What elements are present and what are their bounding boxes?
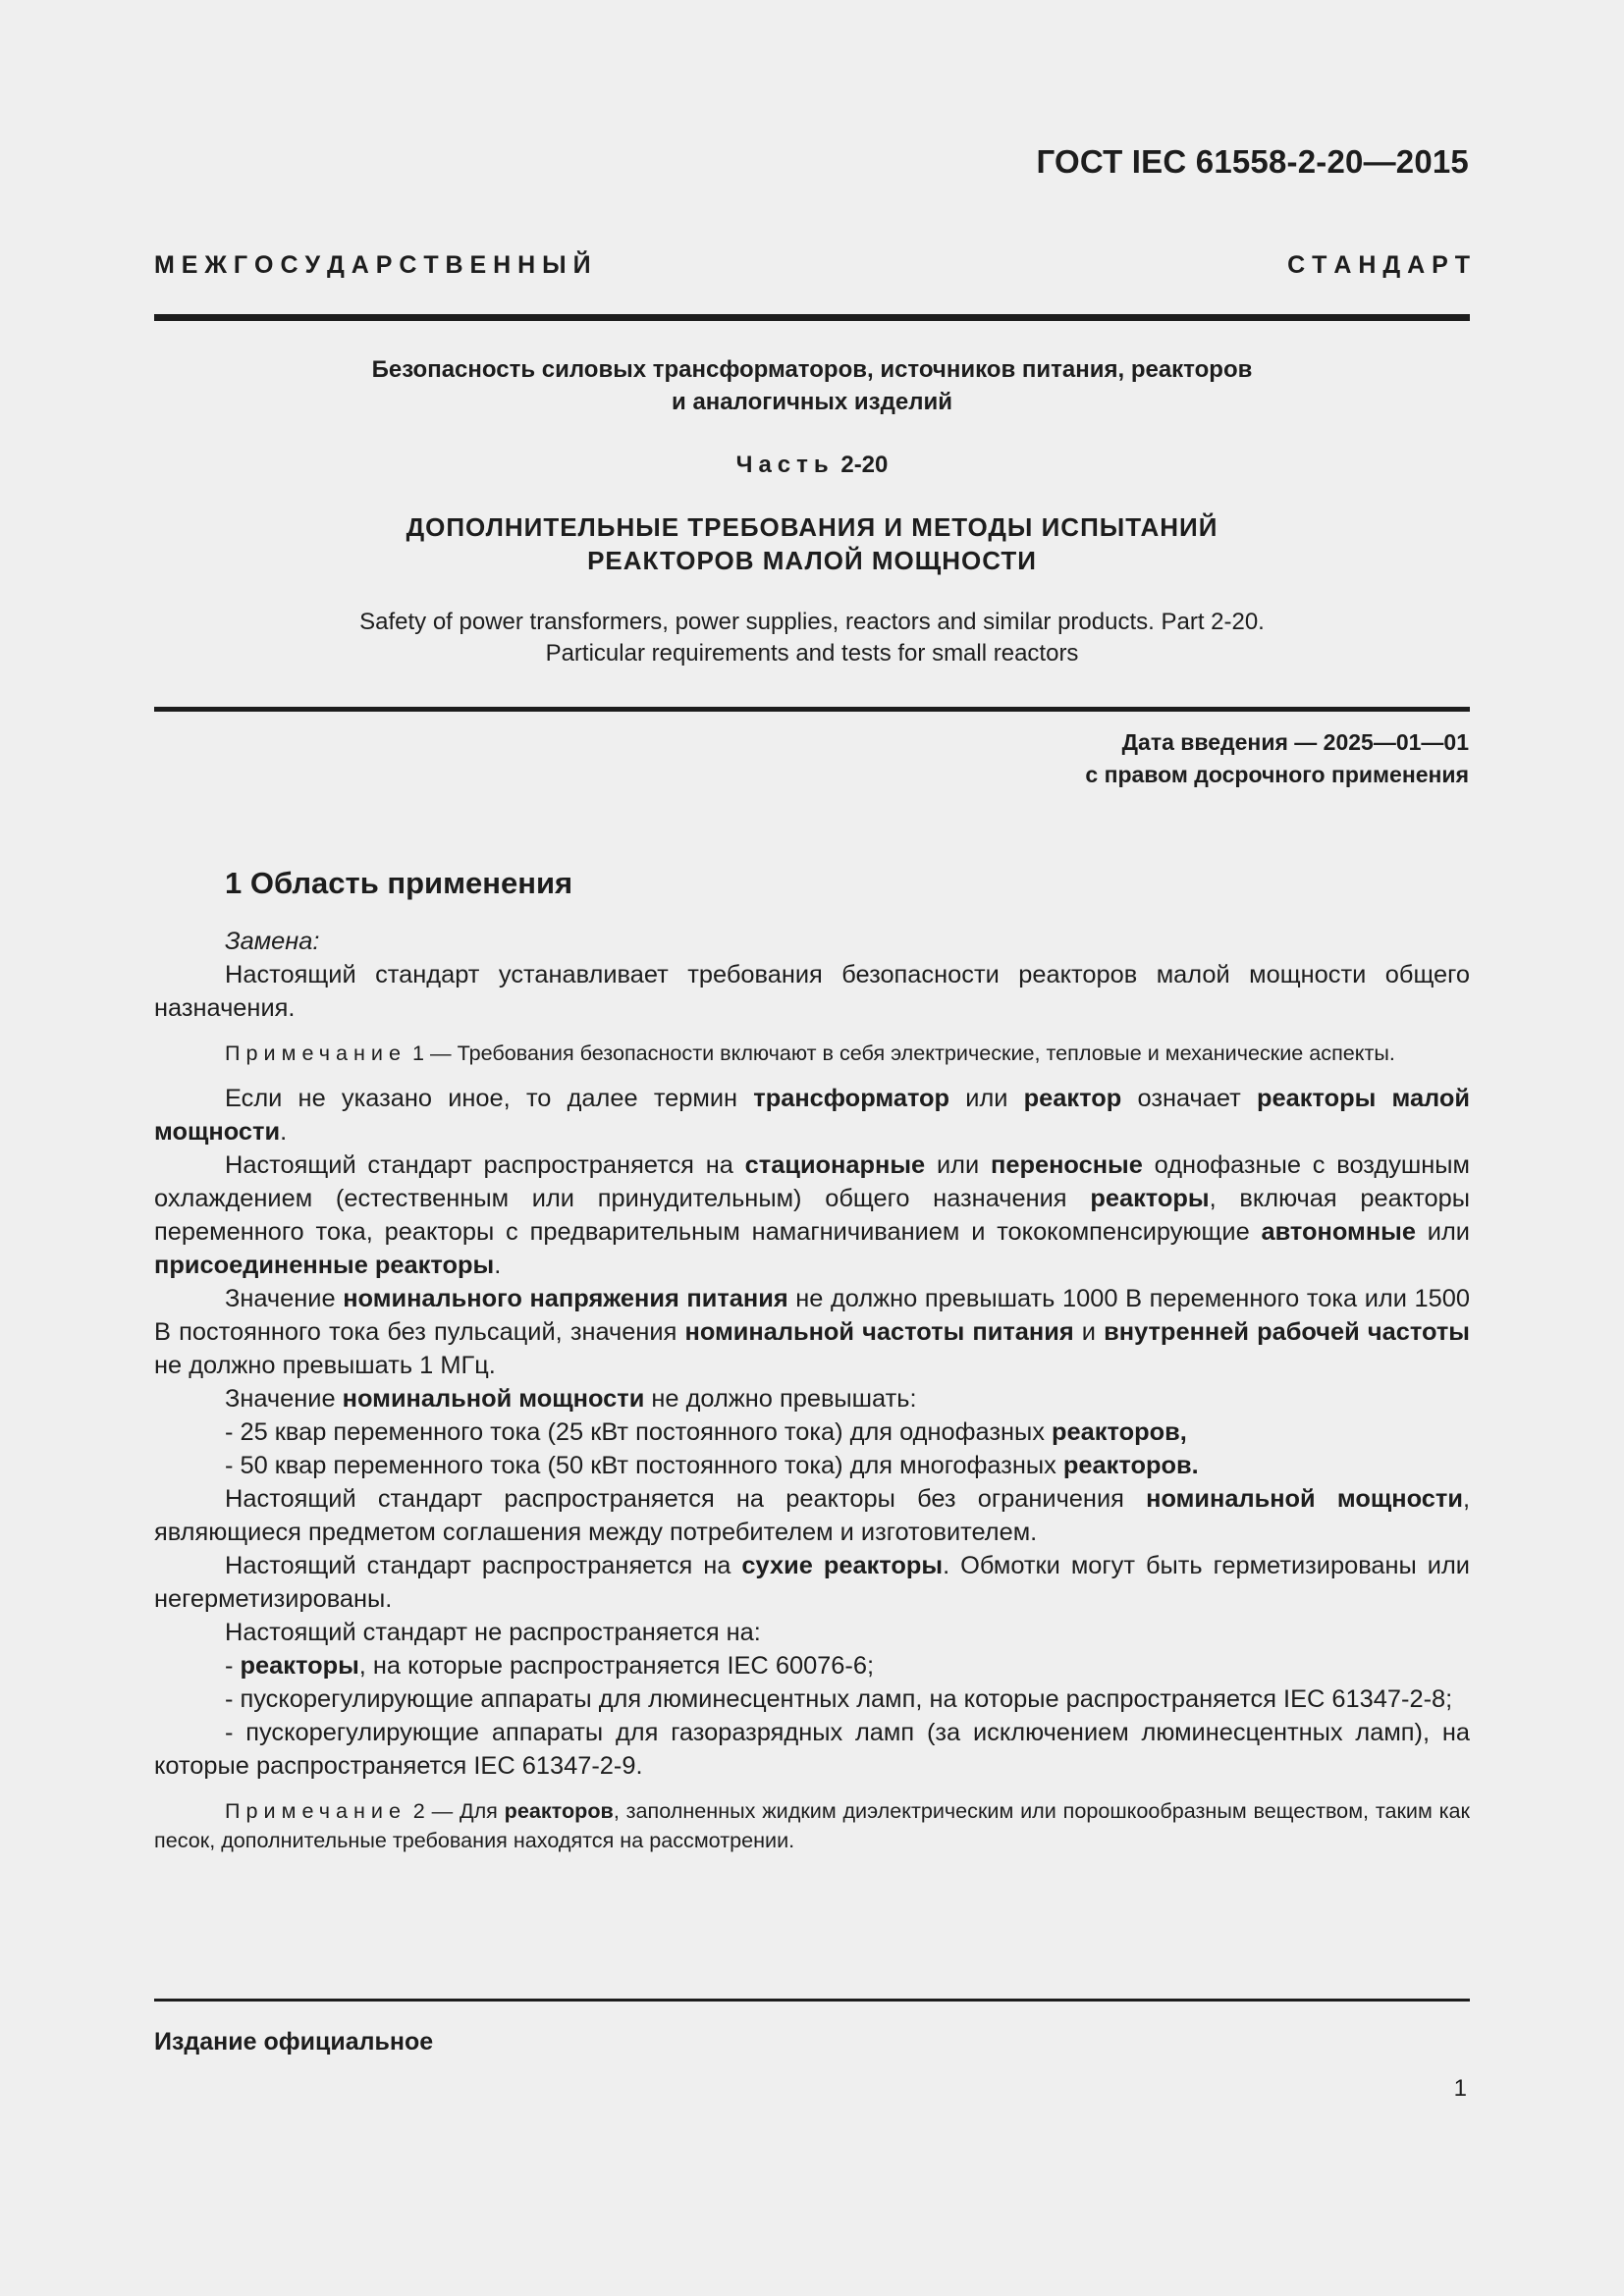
part-label bbox=[154, 452, 1470, 479]
list-item: - реакторы, на которые распространяется IEC 60076-6; bbox=[225, 1652, 875, 1680]
paragraph: Настоящий стандарт устанавливает требования безопасности реакторов малой мощности общего назначения. bbox=[154, 961, 1470, 1022]
intro-date-line: Дата введения — 2025—01—01 bbox=[1121, 729, 1469, 755]
document-code: ГОСТ IEC 61558-2-20—2015 bbox=[1036, 143, 1469, 180]
note-label: Примечание bbox=[225, 1041, 406, 1065]
title-russian bbox=[154, 353, 1470, 418]
list-item: - пускорегулирующие аппараты для люминесцентных ламп, на которые распространяется IEC 61347-2-8; bbox=[225, 1685, 1453, 1713]
title-subtitle bbox=[154, 510, 1470, 577]
paragraph: Настоящий стандарт распространяется на сухие реакторы. Обмотки могут быть герметизированы или негерметизированы. bbox=[154, 1552, 1470, 1613]
banner-word-standard: С Т А Н Д А Р Т bbox=[1287, 251, 1470, 279]
paragraph: Значение номинального напряжения питания не должно превышать 1000 В переменного тока или 1500 В постоянного тока без пульсаций, значения номинальной частоты питания и внутренней рабочей частоты не должно превышать 1 МГц. bbox=[154, 1285, 1470, 1379]
list-item: - пускорегулирующие аппараты для газоразрядных ламп (за исключением люминесцентных ламп), на которые распространяется IEC 61347-2-9. bbox=[154, 1719, 1470, 1780]
note-2: Примечание 2 — Для реакторов, заполненных жидким диэлектрическим или порошкообразным веществом, таким как песок, дополнительные требования находятся на рассмотрении. bbox=[154, 1798, 1470, 1852]
section-heading: 1 Область применения bbox=[225, 866, 573, 900]
page-number: 1 bbox=[1453, 2075, 1467, 2102]
header-rule bbox=[154, 314, 1470, 321]
subtitle-line-1: ДОПОЛНИТЕЛЬНЫЕ ТРЕБОВАНИЯ И МЕТОДЫ ИСПЫТАНИЙ bbox=[406, 512, 1218, 542]
english-line-2: Particular requirements and tests for small reactors bbox=[545, 640, 1079, 667]
introduction-date bbox=[1085, 726, 1469, 791]
title-line-1: Безопасность силовых трансформаторов, источников питания, реакторов bbox=[371, 356, 1253, 383]
list-item: - 25 квар переменного тока (25 кВт постоянного тока) для однофазных реакторов, bbox=[225, 1418, 1187, 1446]
section-body bbox=[154, 925, 1470, 1869]
footer-rule bbox=[154, 1999, 1470, 2002]
title-english bbox=[154, 607, 1470, 669]
subtitle-line-2: РЕАКТОРОВ МАЛОЙ МОЩНОСТИ bbox=[587, 546, 1037, 575]
title-rule bbox=[154, 707, 1470, 712]
paragraph: Настоящий стандарт распространяется на стационарные или переносные однофазные с воздушным охлаждением (естественным или принудительным) общего назначения реакторы, включая реакторы переменного тока, реакторы с предварительным намагничиванием и тококомпенсирующие автономные или присоединенные реакторы. bbox=[154, 1151, 1470, 1279]
note-1 bbox=[154, 1039, 1470, 1068]
part-number: 2-20 bbox=[840, 452, 889, 478]
note-text: 1 — Требования безопасности включают в себя электрические, тепловые и механические аспекты. bbox=[406, 1041, 1395, 1065]
paragraph: Значение номинальной мощности не должно превышать: bbox=[225, 1385, 917, 1413]
paragraph: Если не указано иное, то далее термин трансформатор или реактор означает реакторы малой мощности. bbox=[154, 1085, 1470, 1146]
banner-word-interstate: М Е Ж Г О С У Д А Р С Т В Е Н Н Ы Й bbox=[154, 251, 591, 279]
replace-label: Замена: bbox=[225, 928, 320, 955]
title-line-2: и аналогичных изделий bbox=[672, 389, 952, 415]
part-word: Часть bbox=[735, 452, 835, 478]
english-line-1: Safety of power transformers, power supplies, reactors and similar products. Part 2-20. bbox=[359, 609, 1265, 635]
paragraph: Настоящий стандарт не распространяется на: bbox=[225, 1619, 761, 1646]
note-label: Примечание bbox=[225, 1798, 406, 1823]
paragraph: Настоящий стандарт распространяется на реакторы без ограничения номинальной мощности, являющиеся предметом соглашения между потребителем и изготовителем. bbox=[154, 1485, 1470, 1546]
standard-banner bbox=[154, 251, 1470, 280]
early-application-line: с правом досрочного применения bbox=[1085, 762, 1469, 787]
official-edition-label: Издание официальное bbox=[154, 2028, 434, 2056]
list-item: - 50 квар переменного тока (50 кВт постоянного тока) для многофазных реакторов. bbox=[225, 1452, 1199, 1479]
